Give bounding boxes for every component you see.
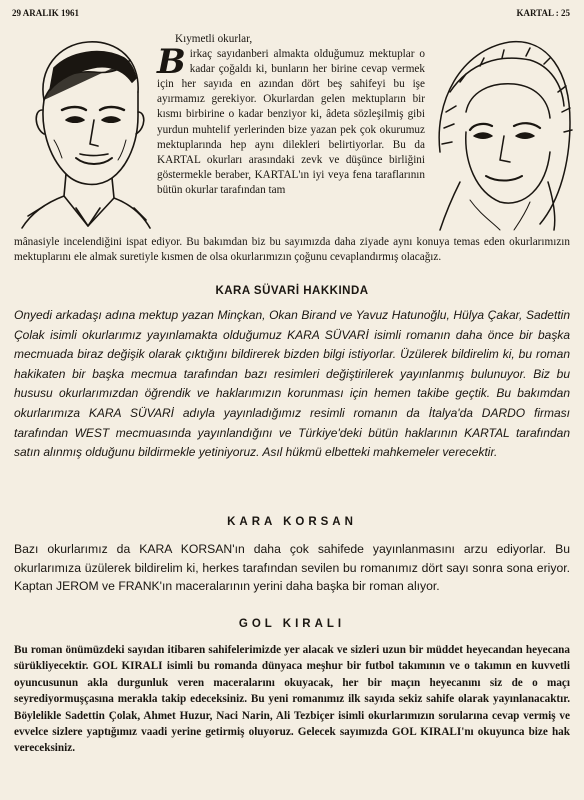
- magazine-page-number: KARTAL : 25: [516, 8, 570, 18]
- drop-cap-letter: B: [157, 42, 186, 83]
- page-header: [12, 8, 570, 22]
- young-man-portrait-illustration: [14, 30, 154, 230]
- salutation: Kıymetli okurlar,: [175, 33, 253, 45]
- intro-continuation: mânasiyle incelendiğini ispat ediyor. Bu bakımdan biz bu sayımızda daha ziyade aynı konuya temas eden okurlarımızın mektuplarını ele almak suretiyle kısmen de olsa okurlarımızın çoğunu cevaplandırmış olacağız.: [14, 236, 570, 264]
- intro-body: irkaç sayıdanberi almakta olduğumuz mektuplar o kadar çoğaldı ki, bunların her birine cevap vermek için her sayıda en azından dört beş sahifeyi bu işe ayırmamız gerekiyor. Okurlardan gelen mektupların bir kısmı birbirine o kadar benziyor ki, âdeta sözleşilmiş gibi yurdun muhtelif yerlerinden bize yazan pek çok okurumuz mektuplarında hep aynı dilekleri belirtiyorlar. Bu da KARTAL okurları arasındaki zevk ve düşünce birliğini göstermekle beraber, KARTAL'ın iyi veya fena taraflarının bütün okurlar tarafından tam: [157, 48, 425, 196]
- hooded-man-portrait-illustration: [430, 32, 576, 232]
- section-heading-kara-korsan: KARA KORSAN: [227, 516, 357, 528]
- section-heading-kara-suvari: KARA SÜVARİ HAKKINDA: [215, 285, 369, 297]
- intro-letter-text: [157, 32, 425, 198]
- section-body-kara-suvari: Onyedi arkadaşı adına mektup yazan Minçkan, Okan Birand ve Yavuz Hatunoğlu, Hülya Çakar, Sadettin Çolak isimli okurlarımız yayınlamakta olduğumuz KARA SÜVARİ isimli romanın daha önce bir başka mecmuada biraz değişik olarak çıktığını bildirerek bizden bilgi istiyorlar. Üzülerek bildirelim ki, bu roman hakikaten bir başka mecmua tarafından bazı resimleri değiştirilerek yayınlanmış bulunuyor. Biz bu hususu okurlarımızdan öğrendik ve haklarımızın korunması için hemen takibe geçtik. Bu bakımdan okurlarımıza KARA SÜVARİ adıyla yayınladığımız resimli romanın da İtalya'da DARDO firması tarafından WEST mecmuasında yayınlandığını ve Türkiye'deki bütün haklarının KARTAL tarafından satın alınmış olduğunu bildirmekle yetiniyoruz. Asıl hükmü elbetteki mahkemeler verecektir.: [14, 308, 570, 460]
- section-heading-gol-krali: GOL KIRALI: [238, 618, 346, 630]
- issue-date: 29 ARALIK 1961: [12, 8, 80, 18]
- section-body-kara-korsan: Bazı okurlarımız da KARA KORSAN'ın daha çok sahifede yayınlanmasını arzu ediyorlar. Bu okurlarımıza üzülerek bildirelim ki, herkes tarafından sevilen bu romanımız dört sayı sonra sona eriyor. Kaptan JEROM ve FRANK'ın maceralarının yerini daha başka bir roman alıyor.: [14, 542, 570, 594]
- section-body-gol-krali: Bu roman önümüzdeki sayıdan itibaren sahifelerimizde yer alacak ve sizleri uzun bir müddet heyecandan heyecana sürükliyecektir. GOL KIRALI isimli bu romanda dünyaca meşhur bir futbol takımının ve o takımın en kuvvetli oyuncusunun akla durgunluk veren maceralarını okuyacak, her bir maçın heyecanını siz de o maçı seyrediyormuşçasına merakla takip edeceksiniz. Bu yeni romanımız ilk sayıda sekiz sahife olarak yayınlanacaktır. Böylelikle Sadettin Çolak, Ahmet Huzur, Naci Narin, Ali Tezbiçer isimli okurlarımızın sorularına cevap vermiş ve evvelce sizlere yaptığımız vaadi yerine getirmiş oluyoruz. Gelecek sayımızda GOL KIRALI'nı okuyunca bize hak vereceksiniz.: [14, 644, 570, 755]
